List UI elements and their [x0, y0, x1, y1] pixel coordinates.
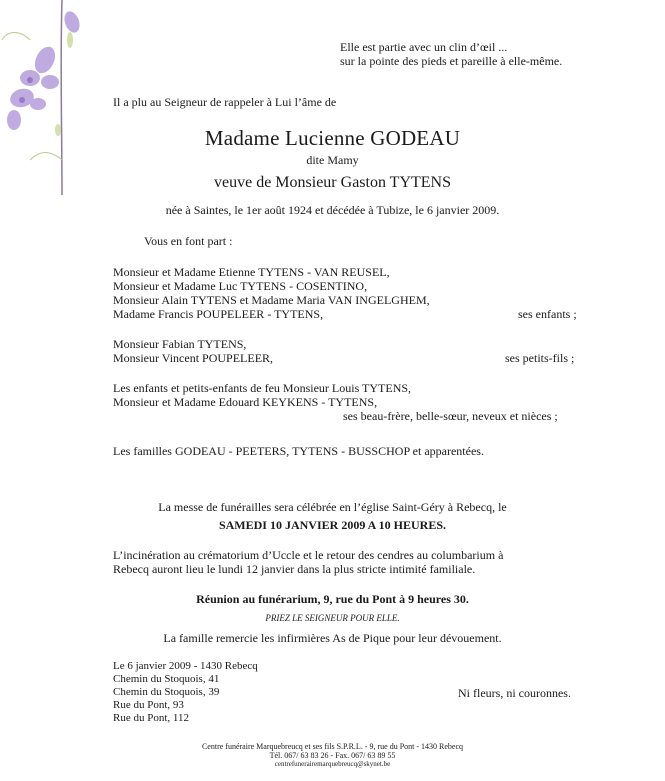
footer-line-1: Centre funéraire Marquebreucq et ses fils S.P.R.L. - 9, rue du Pont - 1430 Rebecq	[201, 742, 464, 751]
cremation-line-2: Rebecq auront lieu le lundi 12 janvier dans la plus stricte intimité familiale.	[113, 562, 476, 576]
list-item: Madame Francis POUPELEER - TYTENS,	[113, 307, 324, 321]
epigraph-line-2: sur la pointe des pieds et pareille à elle-même.	[340, 54, 563, 68]
prayer-text: PRIEZ LE SEIGNEUR POUR ELLE.	[265, 613, 400, 623]
list-item: Chemin du Stoquois, 41	[113, 673, 220, 685]
cremation-line-1: L’incinération au crématorium d’Uccle et le retour des cendres au columbarium à	[113, 548, 504, 562]
footer-email: centrefunerairemarquebreucq@skynet.be	[274, 760, 391, 768]
others-list	[113, 381, 411, 409]
related-families: Les familles GODEAU - PEETERS, TYTENS - BUSSCHOP et apparentées.	[113, 444, 484, 458]
list-item: Monsieur et Madame Luc TYTENS - COSENTINO,	[113, 279, 368, 293]
grandchildren-label: ses petits-fils ;	[505, 351, 575, 365]
list-item: Monsieur Fabian TYTENS,	[113, 337, 247, 351]
footer-line-2: Tél. 067/ 63 83 26 - Fax. 067/ 63 89 55	[269, 751, 396, 760]
list-item: Rue du Pont, 93	[113, 699, 184, 711]
deceased-spouse: veuve de Monsieur Gaston TYTENS	[214, 174, 451, 191]
mass-text: La messe de funérailles sera célébrée en l’église Saint-Géry à Rebecq, le	[158, 500, 507, 514]
others-label: ses beau-frère, belle-sœur, neveux et nièces ;	[343, 409, 558, 423]
list-item: Le 6 janvier 2009 - 1430 Rebecq	[113, 660, 258, 672]
epigraph-line-1: Elle est partie avec un clin d’œil ...	[340, 40, 508, 54]
list-item: Monsieur et Madame Etienne TYTENS - VAN REUSEL,	[113, 265, 390, 279]
no-flowers-text: Ni fleurs, ni couronnes.	[458, 686, 571, 700]
deceased-nickname: dite Mamy	[306, 153, 359, 167]
list-item: Chemin du Stoquois, 39	[113, 686, 220, 698]
announce-text: Vous en font part :	[144, 234, 233, 248]
thanks-text: La famille remercie les infirmières As de Pique pour leur dévouement.	[163, 631, 502, 645]
list-item: Monsieur Alain TYTENS et Madame Maria VAN INGELGHEM,	[113, 293, 430, 307]
deceased-name: Madame Lucienne GODEAU	[204, 126, 461, 150]
list-item: Les enfants et petits-enfants de feu Monsieur Louis TYTENS,	[113, 381, 412, 395]
intro-text: Il a plu au Seigneur de rappeler à Lui l’âme de	[113, 95, 337, 109]
deceased-dates: née à Saintes, le 1er août 1924 et décédée à Tubize, le 6 janvier 2009.	[165, 203, 500, 217]
list-item: Monsieur et Madame Edouard KEYKENS - TYTENS,	[113, 395, 378, 409]
list-item: Rue du Pont, 112	[113, 712, 189, 724]
children-label: ses enfants ;	[518, 307, 577, 321]
grandchildren-list	[113, 337, 273, 365]
address-list	[113, 660, 258, 725]
meeting-text: Réunion au funérarium, 9, rue du Pont à 9 heures 30.	[196, 592, 469, 606]
children-list	[113, 265, 430, 321]
flower-illustration	[0, 0, 90, 200]
mass-date: SAMEDI 10 JANVIER 2009 A 10 HEURES.	[218, 518, 447, 532]
list-item: Monsieur Vincent POUPELEER,	[113, 351, 274, 365]
